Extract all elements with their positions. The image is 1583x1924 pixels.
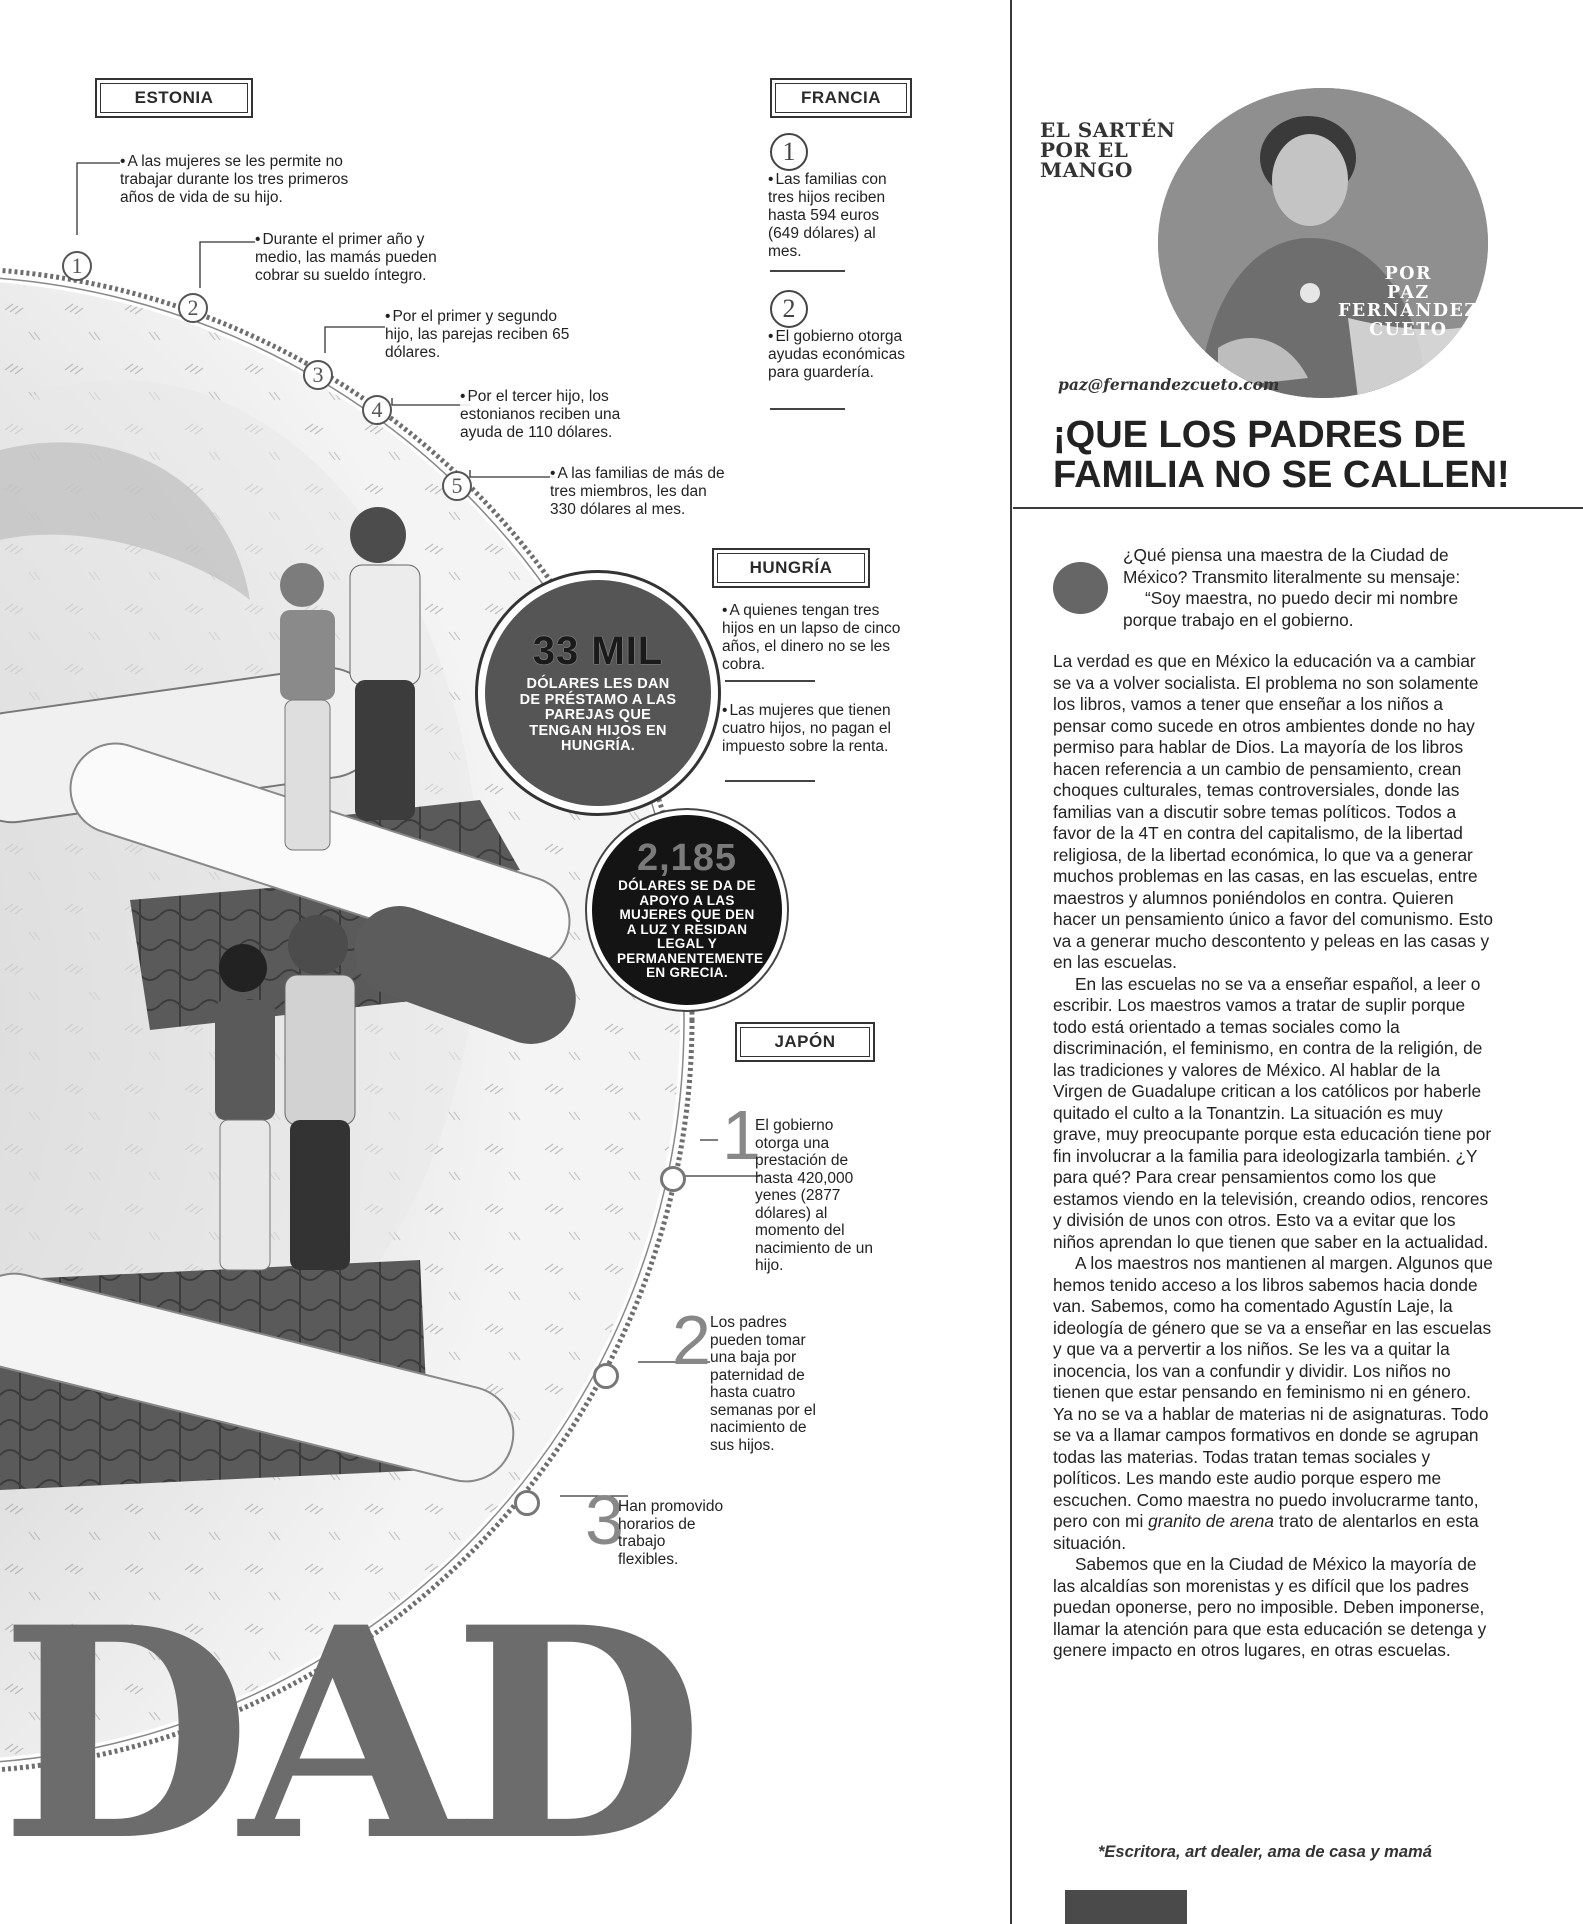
japon-label-box bbox=[735, 1022, 875, 1062]
author-footnote: *Escritora, art dealer, ama de casa y mamá bbox=[1098, 1843, 1432, 1861]
japon-timeline-marker-1 bbox=[660, 1166, 686, 1192]
byline-line-4: CUETO bbox=[1369, 319, 1448, 340]
japon-note-3: Han promovido horarios de trabajo flexibles. bbox=[618, 1498, 724, 1568]
estonia-note-4: • Por el tercer hijo, los estonianos reciben una ayuda de 110 dólares. bbox=[460, 388, 660, 442]
hungria-note-1: • A quienes tengan tres hijos en un lapso de cinco años, el dinero no se les cobra. bbox=[722, 602, 912, 674]
author-photo-illustration bbox=[1158, 88, 1488, 398]
column-kicker bbox=[1040, 120, 1175, 180]
japon-timeline-marker-3 bbox=[514, 1490, 540, 1516]
hungria-title: HUNGRÍA bbox=[749, 558, 833, 577]
japon-title: JAPÓN bbox=[774, 1032, 836, 1051]
japon-number-2: 2 bbox=[672, 1301, 711, 1379]
hungria-note-2: • Las mujeres que tienen cuatro hijos, no pagan el impuesto sobre la renta. bbox=[722, 702, 922, 756]
japon-note-2: Los padres pueden tomar una baja por paternidad de hasta cuatro semanas por el nacimiento de sus hijos. bbox=[710, 1314, 816, 1454]
article-intro bbox=[1123, 545, 1493, 631]
headline-fragment: DAD bbox=[0, 1565, 692, 1905]
paragraph-3-text: A los maestros nos mantienen al margen. Algunos que hemos tenido acceso a los libros sabemos hacia donde van. Sabemos, como ha comentado Agustín Laje, la ideología de género que se va a enseñar en las escuelas y que va a pervertir a los niños. Se les va a quitar la inocencia, los van a confundir y dividir. Los niños no tienen que estar pensando en feminismo ni en género. Ya no se va a hablar de materias ni de asignaturas. Todo se va a llamar campos formativos en donde se agrupan todas las materias. Todas tratan temas sociales y políticos. Les mando este audio porque espero me escuchen. Como maestra no puedo involucrarme tanto, pero con mi bbox=[1053, 1253, 1493, 1531]
estonia-title: ESTONIA bbox=[134, 88, 214, 107]
headline-rule bbox=[1013, 507, 1583, 509]
author-portrait bbox=[1158, 88, 1488, 398]
hungria-label-box bbox=[712, 548, 870, 588]
estonia-note-1: • A las mujeres se les permite no trabajar durante los tres primeros años de vida de su hijo. bbox=[120, 153, 365, 207]
grecia-stat-circle bbox=[592, 815, 782, 1005]
francia-number-1: 1 bbox=[770, 133, 808, 171]
estonia-label-box bbox=[95, 78, 253, 118]
francia-divider-1 bbox=[770, 270, 845, 272]
estonia-number-3: 3 bbox=[303, 360, 333, 390]
estonia-number-1: 1 bbox=[62, 251, 92, 281]
hungria-divider-1 bbox=[725, 680, 815, 682]
kicker-line-1: EL SARTÉN bbox=[1040, 118, 1176, 142]
japon-timeline-marker-2 bbox=[593, 1363, 619, 1389]
grecia-stat-number: 2,185 bbox=[636, 837, 738, 880]
article-paragraph-4: Sabemos que en la Ciudad de México la mayoría de las alcaldías son morenistas y es difícil que los padres puedan oponerse, pero no imposible. Deben imponerse, llamar la atención para que esta educación se detenga y genere impacto en otros lugares, en otras escuelas. bbox=[1053, 1554, 1487, 1660]
italic-phrase: granito de arena bbox=[1148, 1511, 1274, 1531]
estonia-note-3: • Por el primer y segundo hijo, las parejas reciben 65 dólares. bbox=[385, 308, 570, 362]
estonia-number-2: 2 bbox=[178, 293, 208, 323]
byline-line-2: PAZ bbox=[1386, 282, 1430, 303]
estonia-number-4: 4 bbox=[362, 395, 392, 425]
intro-paragraph: ¿Qué piensa una maestra de la Ciudad de México? Transmito literalmente su mensaje: bbox=[1123, 545, 1461, 587]
column-divider bbox=[1010, 0, 1012, 1924]
author-byline bbox=[1338, 265, 1479, 339]
estonia-note-2: • Durante el primer año y medio, las mamás pueden cobrar su sueldo íntegro. bbox=[255, 231, 460, 285]
byline-line-3: FERNÁNDEZ bbox=[1338, 301, 1479, 321]
hungria-stat-text: DÓLARES LES DAN DE PRÉSTAMO A LAS PAREJAS QUE TENGAN HIJOS EN HUNGRÍA. bbox=[519, 676, 677, 755]
japon-number-1: 1 bbox=[722, 1096, 761, 1174]
quote-start: “Soy maestra, no puedo decir mi nombre porque trabajo en el gobierno. bbox=[1123, 588, 1459, 630]
estonia-number-5: 5 bbox=[442, 471, 472, 501]
byline-line-1: POR bbox=[1384, 264, 1433, 284]
francia-number-2: 2 bbox=[770, 290, 808, 328]
drop-cap-circle bbox=[1053, 562, 1108, 614]
article-paragraph-3 bbox=[1053, 1253, 1493, 1554]
estonia-note-5: • A las familias de más de tres miembros, les dan 330 dólares al mes. bbox=[550, 465, 735, 519]
article-body bbox=[1053, 651, 1493, 1662]
francia-divider-2 bbox=[770, 408, 845, 410]
kicker-line-3: MANGO bbox=[1040, 158, 1133, 182]
francia-label-box bbox=[770, 78, 912, 118]
paragraph-3-end: trato de alentarlos en esta situación. bbox=[1053, 1511, 1479, 1553]
column-headline: ¡QUE LOS PADRES DE FAMILIA NO SE CALLEN! bbox=[1053, 414, 1510, 496]
francia-title: FRANCIA bbox=[801, 88, 881, 107]
hungria-stat-number: 33 MIL bbox=[532, 629, 664, 674]
article-paragraph-2: En las escuelas no se va a enseñar español, a leer o escribir. Los maestros vamos a tratar de suplir porque todo está orientado a temas sociales como la discriminación, el feminismo, en contra de la religión, de las tradiciones y valores de México. Al hablar de la Virgen de Guadalupe critican a los católicos por haberle quitado el culto a la Tonantzin. La situación es muy grave, muy preocupante porque esta educación tiene por fin involucrar a la familia para ideologizarla también. ¿Y para qué? Para crear pensamientos como los que estamos viendo en la televisión, creando odios, rencores y división de unos con otros. Esto va a evitar que los niños aprendan lo que tienen que saber en la actualidad. bbox=[1053, 973, 1492, 1252]
grecia-stat-text: DÓLARES SE DA DE APOYO A LAS MUJERES QUE DEN A LUZ Y RESIDAN LEGAL Y PERMANENTEMENTE EN GRECIA. bbox=[617, 878, 764, 981]
hungria-stat-circle bbox=[485, 580, 711, 806]
kicker-line-2: POR EL bbox=[1040, 138, 1129, 162]
francia-note-1: • Las familias con tres hijos reciben hasta 594 euros (649 dólares) al mes. bbox=[768, 171, 913, 261]
japon-number-3: 3 bbox=[585, 1481, 624, 1559]
author-email[interactable]: paz@fernandezcueto.com bbox=[1058, 375, 1280, 394]
hungria-divider-2 bbox=[725, 780, 815, 782]
francia-note-2: • El gobierno otorga ayudas económicas para guardería. bbox=[768, 328, 913, 382]
page-number-block bbox=[1065, 1890, 1187, 1924]
japon-note-1: El gobierno otorga una prestación de hasta 420,000 yenes (2877 dólares) al momento del nacimiento de un hijo. bbox=[755, 1117, 874, 1274]
article-paragraph-1: La verdad es que en México la educación va a cambiar se va a volver socialista. El problema no son solamente los libros, vamos a tener que enseñar a los niños a pensar como sucede en otros ambientes donde no hay permiso para hablar de Dios. La mayoría de los libros hacen referencia a un cambio de pensamiento, crean choques culturales, temas controversiales, donde las familias van a discutir sobre temas políticos. Todos a favor de la 4T en contra del capitalismo, de la libertad religiosa, de la libertad económica, lo que va a generar muchos problemas en las casas, en las escuelas, entre maestros y alumnos poniéndolos en contra. Quieren hacer un pensamiento único a favor del comunismo. Esto va a generar mucho descontento y peleas en las casas y en las escuelas. bbox=[1053, 651, 1493, 972]
